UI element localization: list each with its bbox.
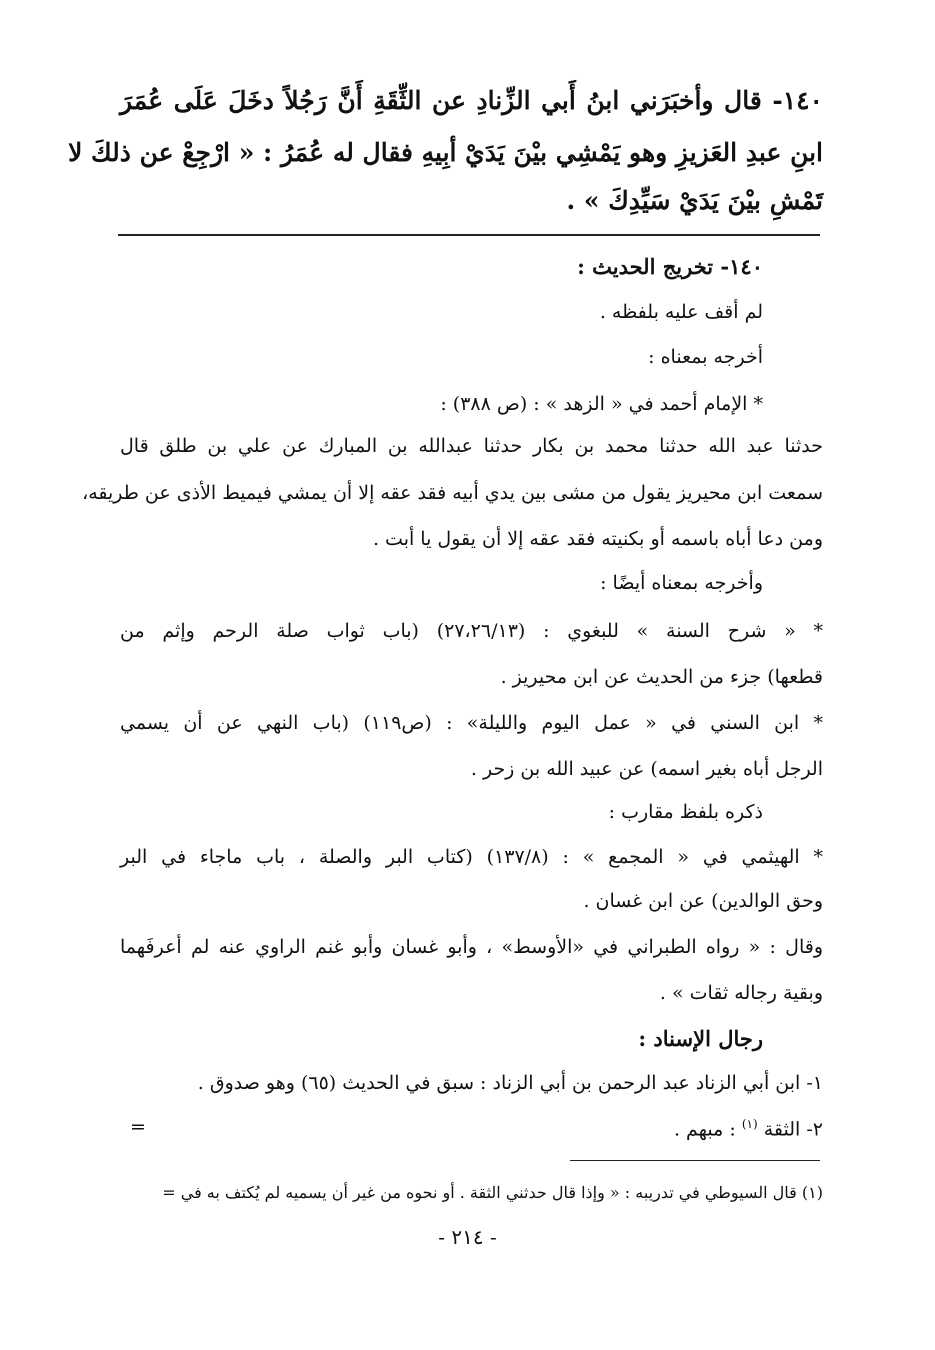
rijal-line-2-text: ٢- الثقة [763, 1118, 823, 1141]
takhrij-line: * « شرح السنة » للبغوي : (٢٧،٢٦/١٣) (باب ثواب صلة الرحم وإثم من [120, 620, 823, 642]
continuation-mark: = [130, 1116, 146, 1138]
rijal-line-1: ١- ابن أبي الزناد عبد الرحمن بن أبي الزناد : سبق في الحديث (٦٥) وهو صدوق . [197, 1072, 823, 1094]
footnote-marker: (١) [741, 1117, 758, 1131]
takhrij-heading: ١٤٠- تخريج الحديث : [577, 254, 763, 279]
rijal-line-2-rest: : مبهم . [673, 1118, 736, 1141]
takhrij-line: ذكره بلفظ مقارب : [608, 801, 763, 823]
takhrij-line: حدثنا عبد الله حدثنا محمد بن بكار حدثنا عبدالله بن المبارك عن علي بن طلق قال [120, 435, 823, 457]
takhrij-line: وقال : « رواه الطبراني في «الأوسط» ، وأبو غسان وأبو غنم الراوي عنه لم أعرفَهما [120, 936, 823, 958]
footnote-text: (١) قال السيوطي في تدريبه : « وإذا قال حدثني الثقة . أو نحوه من غير أن يسميه لم يُكتف به في = [162, 1183, 823, 1202]
takhrij-line: * الهيثمي في « المجمع » : (١٣٧/٨) (كتاب البر والصلة ، باب ماجاء في البر [120, 846, 823, 868]
footnote-divider [570, 1160, 820, 1161]
takhrij-line: قطعها) جزء من الحديث عن ابن محيريز . [500, 666, 823, 688]
hadith-line-2: ابنِ عبدِ العَزيزِ وهو يَمْشِي بيْنَ يَدَيْ أبِيهِ فقال له عُمَرُ : « ارْجِعْ عن ذلكَ لا [68, 138, 823, 167]
hadith-line-3: تَمْشِ بيْنَ يَدَيْ سَيِّدِكَ » . [566, 186, 823, 215]
takhrij-line: * الإمام أحمد في « الزهد » : (ص ٣٨٨) : [440, 393, 763, 415]
section-divider [118, 234, 820, 236]
takhrij-line: وأخرجه بمعناه أيضًا : [600, 572, 763, 594]
page-number: - ٢١٤ - [438, 1225, 497, 1249]
hadith-line-1: ١٤٠- قال وأخبَرَني ابنُ أَبي الزِّنادِ عن الثِّقَةِ أَنَّ رَجُلاً دخَلَ عَلَى عُمَرَ [120, 86, 823, 115]
takhrij-line: وحق الوالدين) عن ابن غسان . [583, 890, 823, 912]
takhrij-line: لم أقف عليه بلفظه . [599, 301, 763, 323]
takhrij-line: أخرجه بمعناه : [648, 346, 763, 368]
takhrij-line: الرجل أباه بغير اسمه) عن عبيد الله بن زحر . [470, 758, 823, 780]
rijal-heading: رجال الإسناد : [638, 1026, 763, 1051]
takhrij-line: سمعت ابن محيريز يقول من مشى بين يدي أبيه فقد عقه إلا أن يمشي فيميط الأذى عن طريقه، [82, 482, 823, 504]
takhrij-line: * ابن السني في « عمل اليوم والليلة» : (ص١١٩) (باب النهي عن أن يسمي [120, 712, 823, 734]
rijal-line-2 [674, 1118, 823, 1139]
takhrij-line: وبقية رجاله ثقات » . [659, 982, 823, 1004]
takhrij-line: ومن دعا أباه باسمه أو بكنيته فقد عقه إلا أن يقول يا أبت . [372, 528, 823, 550]
